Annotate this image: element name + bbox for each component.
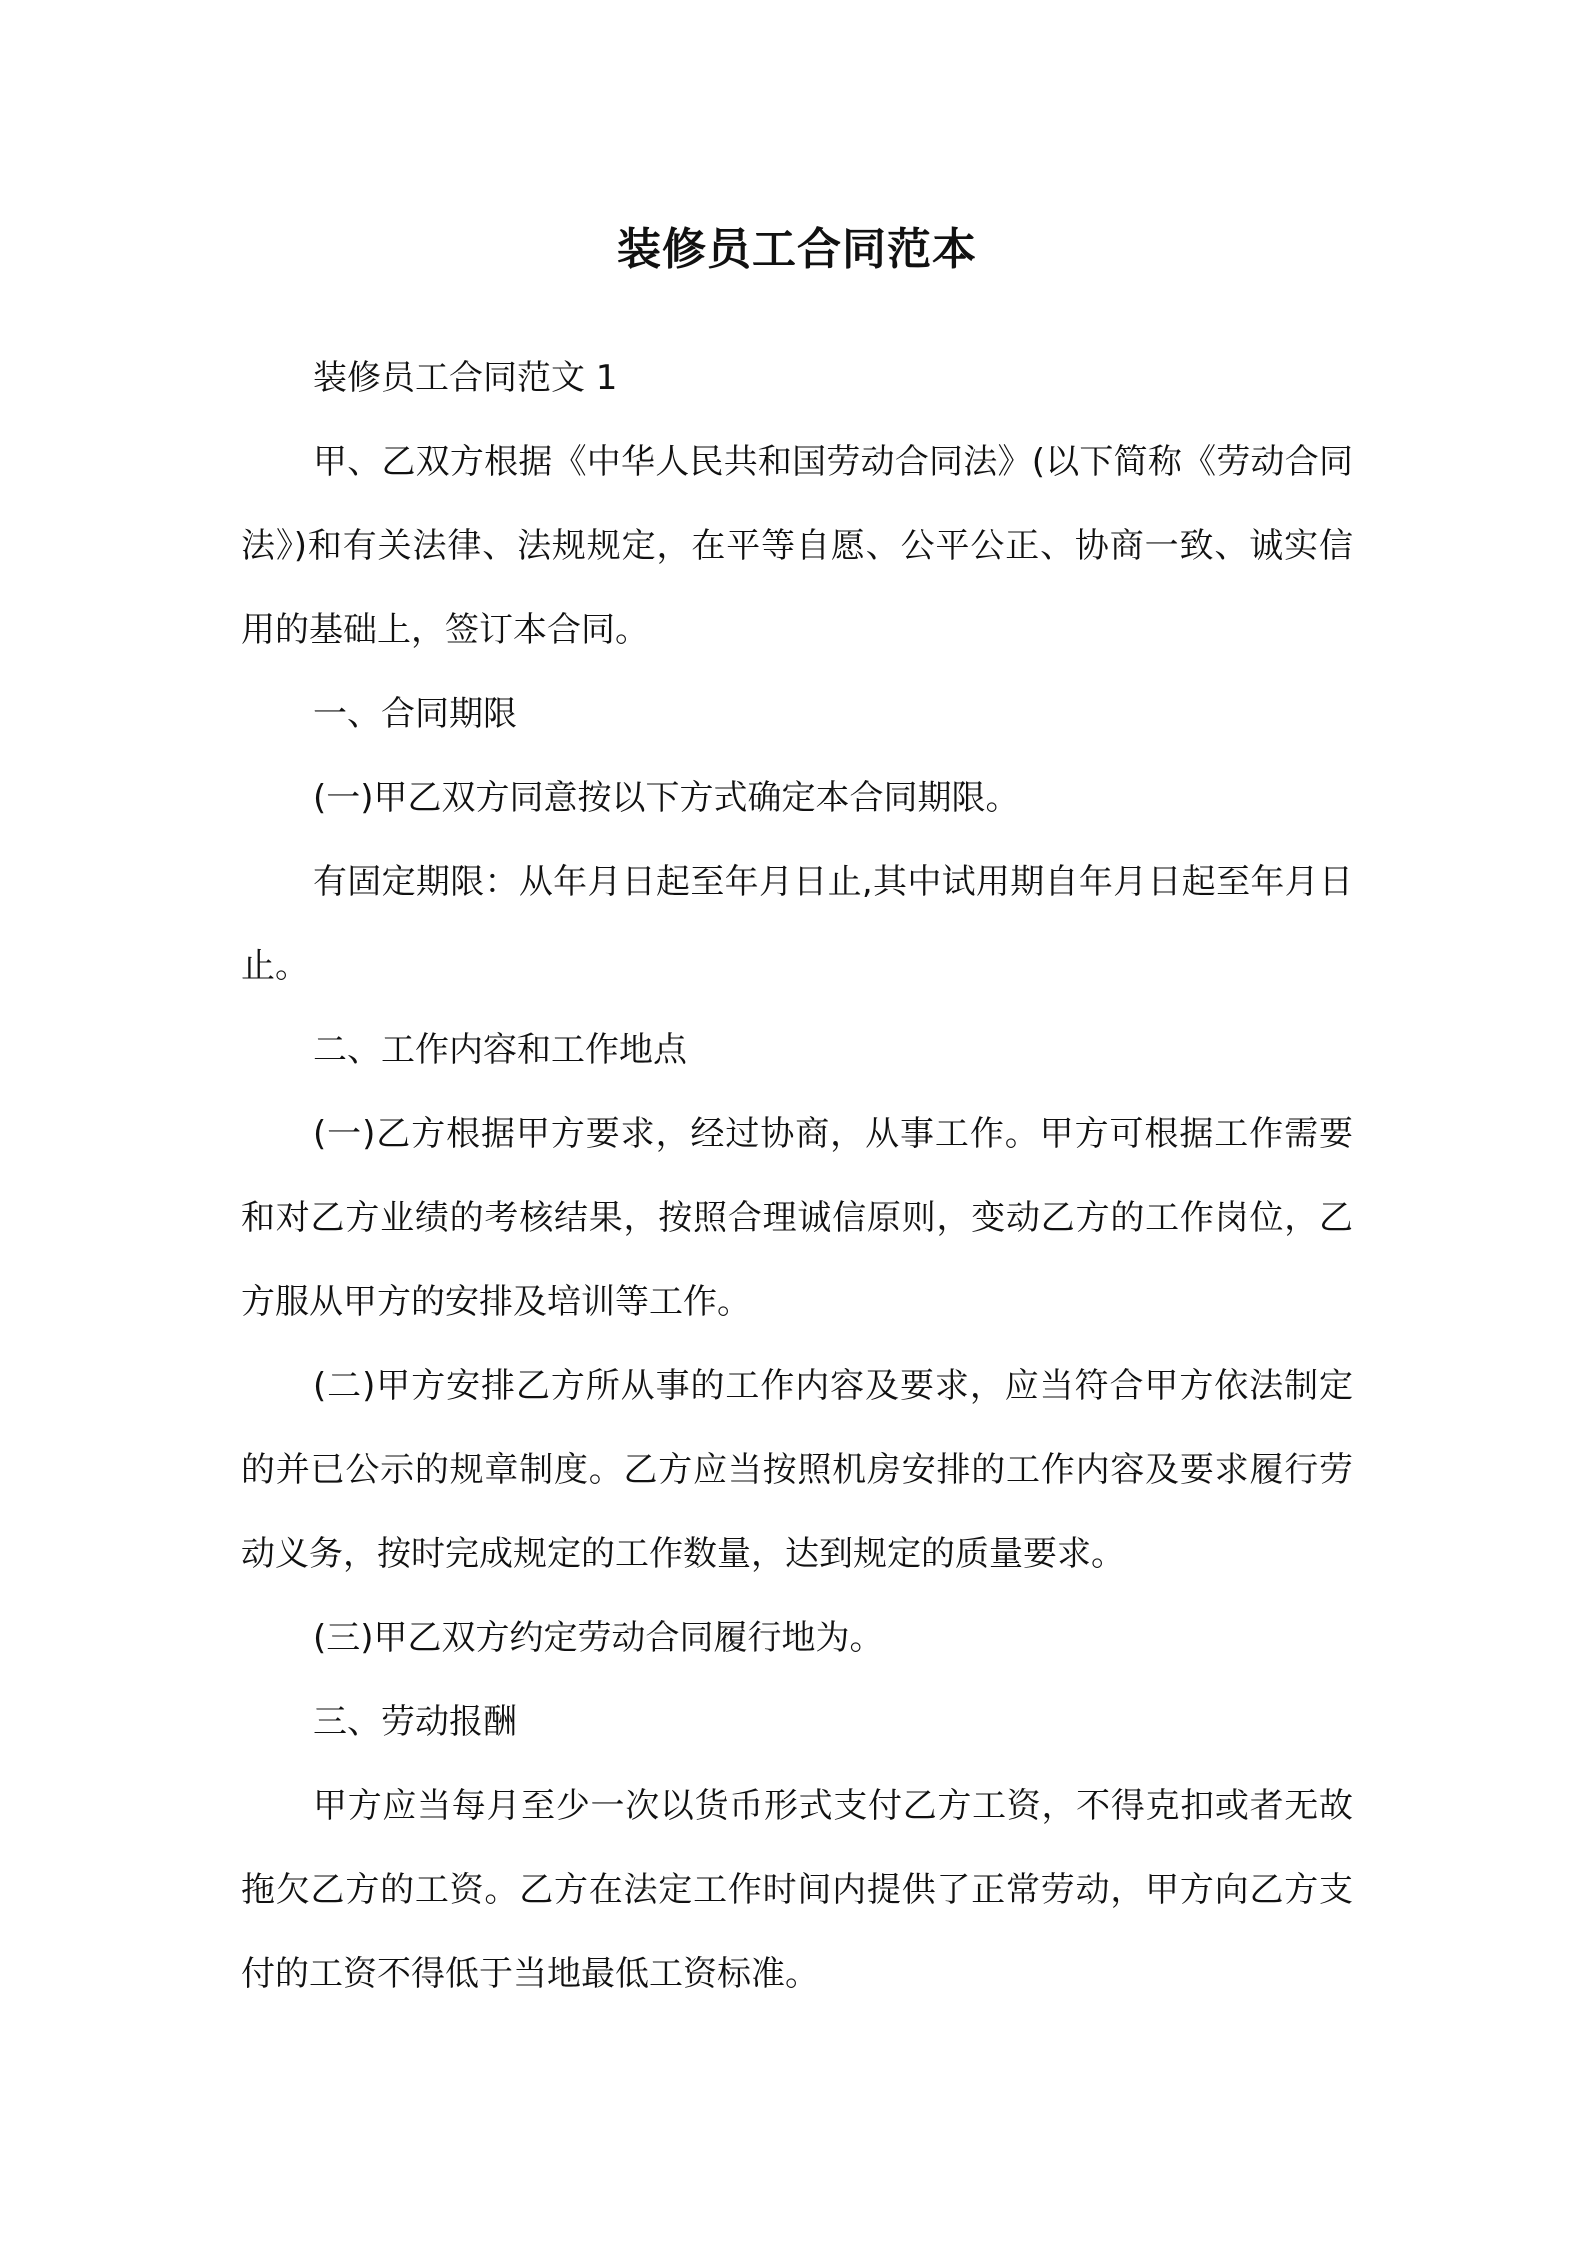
- clause-term-1: (一)甲乙双方同意按以下方式确定本合同期限。: [313, 778, 1020, 818]
- document-title: 装修员工合同范本: [617, 224, 977, 275]
- clause-work-1: (一)乙方根据甲方要求，经过协商，从事工作。甲方可根据工作需要和对乙方业绩的考核结果，按照合理诚信原则，变动乙方的工作岗位，乙方服从甲方的安排及培训等工作。: [241, 1114, 1353, 1322]
- document-body: [241, 208, 1353, 2016]
- clause-work-2: (二)甲方安排乙方所从事的工作内容及要求，应当符合甲方依法制定的并已公示的规章制度。乙方应当按照机房安排的工作内容及要求履行劳动义务，按时完成规定的工作数量，达到规定的质量要求。: [241, 1366, 1353, 1574]
- section-heading-contract-term: 一、合同期限: [313, 694, 517, 734]
- section-heading-remuneration: 三、劳动报酬: [313, 1702, 517, 1742]
- paragraph-preamble: 甲、乙双方根据《中华人民共和国劳动合同法》(以下简称《劳动合同法》)和有关法律、法规规定，在平等自愿、公平公正、协商一致、诚实信用的基础上，签订本合同。: [241, 442, 1353, 650]
- clause-remuneration: 甲方应当每月至少一次以货币形式支付乙方工资，不得克扣或者无故拖欠乙方的工资。乙方在法定工作时间内提供了正常劳动，甲方向乙方支付的工资不得低于当地最低工资标准。: [241, 1786, 1353, 1994]
- section-heading-work-content: 二、工作内容和工作地点: [313, 1030, 687, 1070]
- clause-fixed-term: 有固定期限：从年月日起至年月日止,其中试用期自年月日起至年月日止。: [241, 862, 1353, 986]
- clause-work-3: (三)甲乙双方约定劳动合同履行地为。: [313, 1618, 884, 1658]
- paragraph-subtitle: 装修员工合同范文 1: [313, 358, 618, 398]
